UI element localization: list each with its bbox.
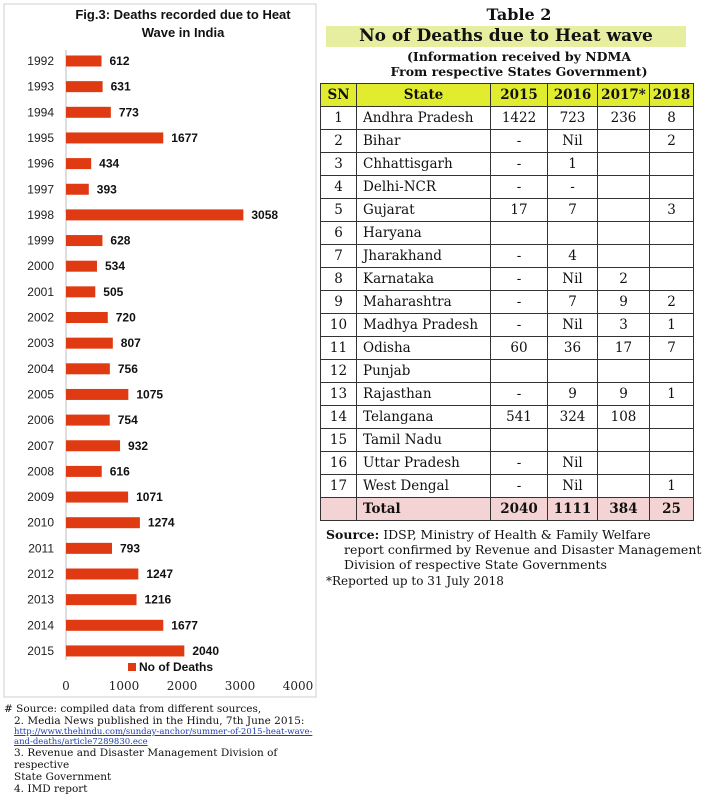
total-cell: 384 — [598, 498, 650, 521]
table-cell: 1 — [650, 383, 694, 406]
y-tick-label: 2006 — [27, 413, 54, 428]
data-label: 1247 — [146, 567, 174, 581]
total-cell: 1111 — [548, 498, 598, 521]
table-cell: Nil — [548, 452, 598, 475]
table-cell: 108 — [598, 406, 650, 429]
table-cell — [548, 429, 598, 452]
table-cell — [650, 429, 694, 452]
bar — [66, 389, 128, 400]
data-label: 616 — [109, 464, 130, 479]
y-tick-label: 2009 — [27, 490, 54, 505]
data-label: 1677 — [171, 130, 198, 145]
table-cell: 11 — [321, 337, 357, 360]
table-cell — [598, 360, 650, 383]
table-cell: - — [491, 475, 548, 498]
bar — [66, 132, 163, 143]
y-tick-label: 1996 — [27, 156, 54, 171]
x-tick-label: 2000 — [166, 679, 198, 693]
data-label: 505 — [103, 284, 124, 299]
legend-label: No of Deaths — [139, 660, 214, 674]
y-tick-label: 2004 — [27, 361, 54, 376]
total-label: Total — [357, 498, 491, 521]
table-cell: 12 — [321, 360, 357, 383]
y-tick-label: 2001 — [27, 284, 54, 299]
table-row — [321, 153, 694, 176]
table-cell: 236 — [598, 107, 650, 130]
table-cell: - — [491, 153, 548, 176]
column-header: 2015 — [491, 84, 548, 107]
table-cell: Haryana — [357, 222, 491, 245]
table-cell: 17 — [321, 475, 357, 498]
y-tick-label: 2014 — [27, 618, 54, 633]
table-cell: Jharakhand — [357, 245, 491, 268]
table-row — [321, 107, 694, 130]
table-cell: 6 — [321, 222, 357, 245]
table-subtitle-line-2: From respective States Government) — [390, 64, 648, 79]
table-cell: Nil — [548, 130, 598, 153]
bar — [66, 209, 243, 220]
y-tick-label: 2011 — [28, 541, 54, 556]
table-cell: - — [491, 291, 548, 314]
source-label: Source: — [326, 527, 380, 542]
table-cell: 1422 — [491, 107, 548, 130]
bar — [66, 543, 112, 554]
bar — [66, 107, 111, 118]
legend — [128, 660, 213, 674]
bar — [66, 312, 108, 323]
table-cell: 15 — [321, 429, 357, 452]
table-cell — [491, 429, 548, 452]
table-cell — [650, 360, 694, 383]
table-footnote: *Reported up to 31 July 2018 — [326, 574, 504, 588]
table-cell: Karnataka — [357, 268, 491, 291]
table-panel — [318, 0, 720, 588]
table-cell — [598, 475, 650, 498]
bar — [66, 338, 113, 349]
table-cell: Nil — [548, 268, 598, 291]
table-subtitle — [318, 49, 720, 79]
table-cell: 9 — [548, 383, 598, 406]
bar — [66, 440, 120, 451]
data-label: 1677 — [171, 618, 198, 633]
sources-note — [4, 703, 316, 795]
deaths-table — [320, 83, 694, 521]
table-row — [321, 429, 694, 452]
table-row — [321, 291, 694, 314]
y-tick-label: 2007 — [27, 438, 54, 453]
y-tick-label: 2005 — [27, 387, 54, 402]
table-cell: 2 — [650, 130, 694, 153]
bar — [66, 261, 97, 272]
y-tick-label: 2010 — [27, 515, 54, 530]
x-axis-ticks — [62, 679, 313, 693]
y-tick-label: 2012 — [27, 567, 54, 581]
table-row — [321, 406, 694, 429]
table-cell: 36 — [548, 337, 598, 360]
bar — [66, 620, 163, 631]
sources-line-4: 4. IMD report — [14, 783, 88, 795]
table-cell: - — [491, 268, 548, 291]
table-cell: 3 — [650, 199, 694, 222]
data-label: 612 — [109, 54, 130, 68]
table-cell: Andhra Pradesh — [357, 107, 491, 130]
table-cell: Nil — [548, 314, 598, 337]
table-cell: 3 — [321, 153, 357, 176]
data-label: 793 — [119, 541, 141, 556]
table-cell — [650, 452, 694, 475]
data-label: 773 — [118, 105, 139, 120]
y-tick-label: 2015 — [27, 643, 54, 658]
table-cell: 2 — [598, 268, 650, 291]
total-cell: 25 — [650, 498, 694, 521]
table-cell: 16 — [321, 452, 357, 475]
table-cell — [650, 153, 694, 176]
bar — [66, 415, 110, 426]
sources-line-1: # Source: compiled data from different sources, — [4, 703, 262, 715]
bar — [66, 235, 102, 246]
bars-group — [27, 54, 278, 658]
table-cell — [598, 245, 650, 268]
table-row — [321, 475, 694, 498]
sources-line-3b: State Government — [14, 771, 112, 783]
data-label: 720 — [115, 310, 136, 325]
data-label: 631 — [110, 79, 131, 94]
table-cell — [650, 176, 694, 199]
data-label: 393 — [96, 182, 117, 197]
table-cell: Telangana — [357, 406, 491, 429]
data-label: 807 — [120, 336, 141, 351]
table-cell: Bihar — [357, 130, 491, 153]
table-row — [321, 383, 694, 406]
table-cell — [598, 452, 650, 475]
table-cell — [548, 360, 598, 383]
table-cell: 1 — [321, 107, 357, 130]
table-cell: 60 — [491, 337, 548, 360]
table-cell: 1 — [650, 314, 694, 337]
table-cell: 7 — [548, 199, 598, 222]
table-cell — [598, 130, 650, 153]
table-cell: - — [491, 245, 548, 268]
bar — [66, 81, 103, 92]
table-label: Table 2 — [486, 5, 552, 24]
table-cell: 2 — [321, 130, 357, 153]
bar — [66, 56, 101, 67]
data-label: 756 — [117, 361, 138, 376]
y-tick-label: 2000 — [27, 259, 54, 274]
table-cell: Maharashtra — [357, 291, 491, 314]
table-cell: 1 — [548, 153, 598, 176]
source-text-1: IDSP, Ministry of Health & Family Welfare — [383, 527, 651, 542]
table-cell: Uttar Pradesh — [357, 452, 491, 475]
table-row — [321, 222, 694, 245]
table-cell: 7 — [548, 291, 598, 314]
data-label: 628 — [110, 233, 131, 248]
column-header: 2016 — [548, 84, 598, 107]
sources-line-3a: 3. Revenue and Disaster Management Division of respective — [14, 747, 278, 771]
table-cell: 324 — [548, 406, 598, 429]
table-cell: 17 — [491, 199, 548, 222]
column-header: 2017* — [598, 84, 650, 107]
table-cell: Rajasthan — [357, 383, 491, 406]
y-tick-label: 1994 — [27, 105, 54, 120]
data-label: 1075 — [136, 387, 164, 402]
table-cell: 9 — [598, 383, 650, 406]
bar — [66, 158, 91, 169]
x-tick-label: 4000 — [282, 679, 314, 693]
y-tick-label: 1993 — [27, 79, 54, 94]
y-tick-label: 1999 — [27, 233, 54, 248]
table-cell: 541 — [491, 406, 548, 429]
table-cell: 2 — [650, 291, 694, 314]
table-cell: - — [548, 176, 598, 199]
data-label: 534 — [104, 259, 126, 274]
table-row — [321, 176, 694, 199]
table-cell: Tamil Nadu — [357, 429, 491, 452]
y-tick-label: 2002 — [27, 310, 54, 325]
total-cell: 2040 — [491, 498, 548, 521]
source-text-3: Division of respective State Governments — [344, 557, 607, 572]
table-subtitle-line-1: (Information received by NDMA — [406, 49, 632, 64]
table-cell — [598, 199, 650, 222]
table-cell: 8 — [321, 268, 357, 291]
bar — [66, 466, 102, 477]
table-row — [321, 245, 694, 268]
column-header: State — [357, 84, 491, 107]
y-tick-label: 1995 — [27, 130, 54, 145]
data-label: 1216 — [144, 592, 172, 607]
table-row — [321, 199, 694, 222]
data-label: 2040 — [192, 643, 220, 658]
table-cell: 7 — [650, 337, 694, 360]
table-cell: - — [491, 452, 548, 475]
table-cell: 4 — [321, 176, 357, 199]
y-tick-label: 1997 — [27, 182, 54, 197]
data-label: 1274 — [147, 515, 175, 530]
table-cell: 17 — [598, 337, 650, 360]
bar — [66, 594, 137, 605]
source-link[interactable]: http://www.thehindu.com/sunday-anchor/summer-of-2015-heat-wave-and-deaths/article7289830.ece — [14, 727, 313, 747]
data-label: 434 — [99, 156, 120, 171]
bar — [66, 363, 110, 374]
data-label: 754 — [117, 413, 138, 428]
table-cell — [650, 268, 694, 291]
data-label: 932 — [128, 438, 149, 453]
table-cell: Delhi-NCR — [357, 176, 491, 199]
data-label: 1071 — [136, 490, 163, 505]
table-cell: West Dengal — [357, 475, 491, 498]
table-cell — [650, 222, 694, 245]
y-tick-label: 2003 — [27, 336, 54, 351]
table-cell: 14 — [321, 406, 357, 429]
y-tick-label: 2013 — [27, 592, 54, 607]
table-cell — [650, 406, 694, 429]
table-cell — [598, 222, 650, 245]
table-cell — [598, 429, 650, 452]
bar — [66, 517, 140, 528]
table-cell: 3 — [598, 314, 650, 337]
sources-line-2: 2. Media News published in the Hindu, 7th June 2015: — [14, 715, 305, 727]
chart-title: Fig.3: Deaths recorded due to Heat Wave in India — [75, 7, 291, 40]
column-header: SN — [321, 84, 357, 107]
table-cell: - — [491, 314, 548, 337]
y-tick-label: 1992 — [27, 54, 54, 68]
column-header: 2018 — [650, 84, 694, 107]
table-title: No of Deaths due to Heat wave — [326, 26, 686, 47]
chart-panel — [0, 0, 318, 700]
table-row — [321, 337, 694, 360]
table-row — [321, 452, 694, 475]
bar — [66, 569, 138, 580]
table-cell: 4 — [548, 245, 598, 268]
table-cell: Odisha — [357, 337, 491, 360]
y-tick-label: 1998 — [27, 207, 54, 222]
table-cell — [491, 360, 548, 383]
table-cell — [598, 176, 650, 199]
table-cell: 723 — [548, 107, 598, 130]
table-cell: 5 — [321, 199, 357, 222]
table-cell — [650, 245, 694, 268]
table-cell: - — [491, 176, 548, 199]
x-tick-label: 1000 — [108, 679, 140, 693]
table-cell: 8 — [650, 107, 694, 130]
bar-chart — [0, 0, 318, 700]
table-cell: Gujarat — [357, 199, 491, 222]
table-cell: Nil — [548, 475, 598, 498]
table-row — [321, 314, 694, 337]
table-cell: 10 — [321, 314, 357, 337]
table-body — [321, 107, 694, 521]
table-cell — [548, 222, 598, 245]
bar — [66, 645, 184, 656]
data-label: 3058 — [251, 207, 279, 222]
legend-swatch — [128, 663, 136, 671]
table-row — [321, 268, 694, 291]
table-cell: 13 — [321, 383, 357, 406]
bar — [66, 492, 128, 503]
table-cell: - — [491, 383, 548, 406]
table-row — [321, 130, 694, 153]
table-cell: Punjab — [357, 360, 491, 383]
bar — [66, 286, 95, 297]
table-header-row — [321, 84, 694, 107]
table-cell — [491, 222, 548, 245]
table-row — [321, 360, 694, 383]
table-cell — [598, 153, 650, 176]
y-tick-label: 2008 — [27, 464, 54, 479]
table-cell: 9 — [321, 291, 357, 314]
bar — [66, 184, 89, 195]
table-cell: 1 — [650, 475, 694, 498]
x-tick-label: 3000 — [224, 679, 256, 693]
total-cell — [321, 498, 357, 521]
table-cell: - — [491, 130, 548, 153]
x-tick-label: 0 — [62, 679, 70, 693]
table-cell: Chhattisgarh — [357, 153, 491, 176]
source-text-2: report confirmed by Revenue and Disaster Management — [344, 542, 702, 557]
table-cell: Madhya Pradesh — [357, 314, 491, 337]
total-row — [321, 498, 694, 521]
table-cell: 9 — [598, 291, 650, 314]
table-source — [326, 527, 720, 572]
table-cell: 7 — [321, 245, 357, 268]
